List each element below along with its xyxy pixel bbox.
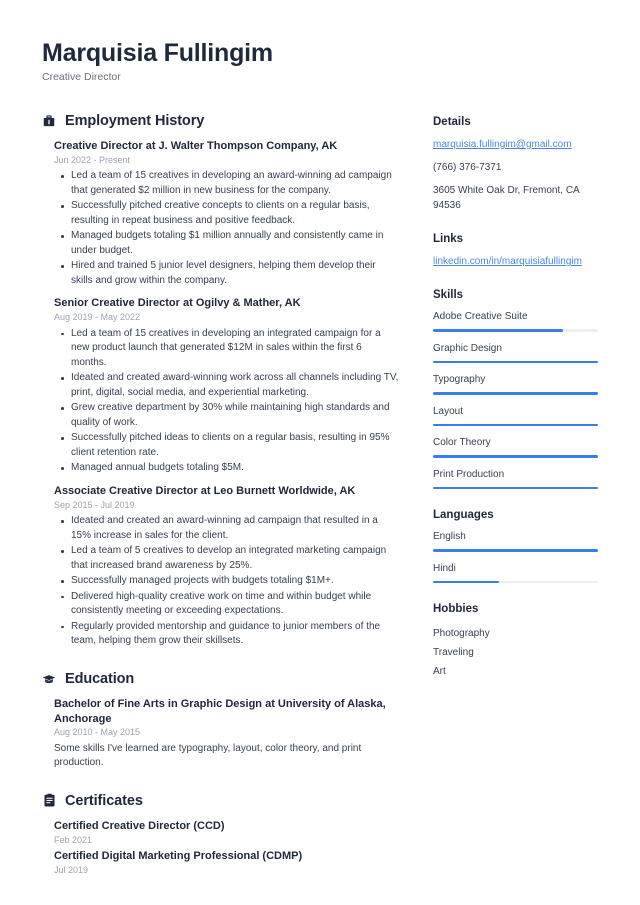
resume-body xyxy=(42,113,598,899)
job-date: Aug 2019 - May 2022 xyxy=(54,312,141,323)
certificate-entry xyxy=(42,849,399,876)
job-bullet: Managed budgets totaling $1 million annually and consistently came in under budget. xyxy=(54,229,399,258)
skill-bar-track xyxy=(433,487,598,490)
certificate-title: Certified Creative Director (CCD) xyxy=(54,819,225,832)
section-employment-history xyxy=(42,113,399,649)
address-text: 3605 White Oak Dr, Fremont, CA 94536 xyxy=(433,185,580,211)
job-date: Jun 2022 - Present xyxy=(54,154,131,165)
language-label: Hindi xyxy=(433,562,456,574)
resume-header xyxy=(42,38,598,83)
job-entry xyxy=(42,484,399,649)
job-bullet: Ideated and created an award-winning ad campaign that resulted in a 15% increase in sales for the client. xyxy=(54,514,399,543)
section-header-employment xyxy=(42,113,399,129)
language-item xyxy=(433,530,598,552)
job-bullet: Successfully pitched ideas to clients on a regular basis, resulting in 95% client retention rate. xyxy=(54,431,399,460)
job-title: Senior Creative Director at Ogilvy & Mather, AK xyxy=(54,297,301,310)
skill-label: Adobe Creative Suite xyxy=(433,311,528,322)
sidebar-details xyxy=(433,116,598,213)
job-bullet: Delivered high-quality creative work on time and within budget while consistently meeting or exceeding expectations. xyxy=(54,590,399,619)
sidebar-title-languages: Languages xyxy=(433,509,494,521)
certificate-date: Feb 2021 xyxy=(54,834,93,845)
skill-bar-track xyxy=(433,361,598,364)
hobby-item: Traveling xyxy=(433,647,474,658)
job-date: Sep 2015 - Jul 2019 xyxy=(54,499,135,510)
job-title: Associate Creative Director at Leo Burnett Worldwide, AK xyxy=(54,484,356,497)
job-bullets xyxy=(54,327,399,476)
section-title-education: Education xyxy=(65,670,135,687)
certificate-icon xyxy=(42,793,56,808)
skill-item xyxy=(433,468,598,490)
skill-bar-track xyxy=(433,424,598,427)
job-bullets xyxy=(54,169,399,288)
sidebar-title-links: Links xyxy=(433,233,464,245)
job-bullet: Regularly provided mentorship and guidance to junior members of the team, helping them grow their skillsets. xyxy=(54,620,399,649)
certificate-entry xyxy=(42,819,399,846)
job-title: Creative Director at J. Walter Thompson Company, AK xyxy=(54,140,338,152)
certificate-date: Jul 2019 xyxy=(54,865,89,876)
skill-bar-fill xyxy=(433,392,598,395)
job-bullet: Grew creative department by 30% while maintaining high standards and quality of work. xyxy=(54,401,399,430)
skill-bar-fill xyxy=(433,329,563,332)
linkedin-link[interactable]: linkedin.com/in/marquisiafullingim xyxy=(433,256,582,267)
language-item xyxy=(433,562,598,584)
section-certificates xyxy=(42,793,399,877)
certificate-title: Certified Digital Marketing Professional (CDMP) xyxy=(54,850,303,863)
skill-bar-track xyxy=(433,392,598,395)
job-entry xyxy=(42,139,399,288)
section-header-certificates xyxy=(42,793,399,809)
skill-item xyxy=(433,310,598,332)
section-title-certificates: Certificates xyxy=(65,792,143,809)
job-bullets xyxy=(54,514,399,649)
job-bullet: Led a team of 15 creatives in developing an award-winning ad campaign that generated $2 million in new business for the company. xyxy=(54,169,399,198)
skill-item xyxy=(433,342,598,364)
job-bullet: Led a team of 15 creatives in developing an integrated campaign for a new product launch that generated $12M in sales within the first 6 months. xyxy=(54,327,399,371)
sidebar-title-details: Details xyxy=(433,116,471,128)
section-header-education xyxy=(42,671,399,687)
education-entry xyxy=(42,697,399,771)
hobby-item: Art xyxy=(433,666,446,677)
skill-label: Print Production xyxy=(433,468,505,480)
section-title-employment: Employment History xyxy=(65,113,205,129)
skill-label: Color Theory xyxy=(433,437,491,448)
language-bar-fill xyxy=(433,581,499,584)
sidebar-skills xyxy=(433,289,598,489)
job-bullet: Hired and trained 5 junior level designers, helping them develop their skills and grow within the company. xyxy=(54,259,399,288)
job-bullet: Successfully managed projects with budgets totaling $1M+. xyxy=(54,574,399,589)
header-job-title: Creative Director xyxy=(42,71,121,83)
language-label: English xyxy=(433,531,466,542)
briefcase-icon xyxy=(42,114,56,129)
job-entry xyxy=(42,296,399,475)
skill-item xyxy=(433,436,598,458)
job-bullet: Successfully pitched creative concepts to clients on a regular basis, resulting in repeat business and positive feedback. xyxy=(54,199,399,228)
skill-bar-fill xyxy=(433,424,598,427)
education-description: Some skills I've learned are typography, layout, color theory, and print production. xyxy=(54,742,362,769)
sidebar-title-skills: Skills xyxy=(433,289,464,301)
language-bar-track xyxy=(433,581,598,584)
email-link[interactable]: marquisia.fullingim@gmail.com xyxy=(433,139,572,150)
job-bullet: Ideated and created award-winning work across all channels including TV, print, digital, social media, and experiential marketing. xyxy=(54,371,399,400)
page-title: Marquisia Fullingim xyxy=(42,39,273,67)
skill-bar-fill xyxy=(433,455,598,458)
skill-bar-track xyxy=(433,329,598,332)
job-bullet: Managed annual budgets totaling $5M. xyxy=(54,461,399,476)
skill-label: Typography xyxy=(433,374,486,385)
skill-bar-fill xyxy=(433,487,598,490)
education-title: Bachelor of Fine Arts in Graphic Design at University of Alaska, Anchorage xyxy=(54,697,386,725)
section-education xyxy=(42,671,399,771)
phone-text: (766) 376-7371 xyxy=(433,162,502,173)
graduation-cap-icon xyxy=(42,671,56,686)
sidebar-title-hobbies: Hobbies xyxy=(433,603,479,615)
sidebar-links xyxy=(433,233,598,269)
skill-item xyxy=(433,373,598,395)
language-bar-track xyxy=(433,549,598,552)
hobby-item: Photography xyxy=(433,628,490,639)
sidebar-column xyxy=(433,113,598,701)
language-bar-fill xyxy=(433,549,598,552)
sidebar-languages xyxy=(433,509,598,583)
skill-label: Graphic Design xyxy=(433,342,502,354)
skill-bar-fill xyxy=(433,361,598,364)
job-bullet: Led a team of 5 creatives to develop an integrated marketing campaign that increased brand awareness by 25%. xyxy=(54,544,399,573)
skill-label: Layout xyxy=(433,405,464,417)
sidebar-hobbies xyxy=(433,603,598,681)
main-column xyxy=(42,113,399,899)
skill-item xyxy=(433,405,598,427)
education-date: Aug 2010 - May 2015 xyxy=(54,727,141,738)
skill-bar-track xyxy=(433,455,598,458)
